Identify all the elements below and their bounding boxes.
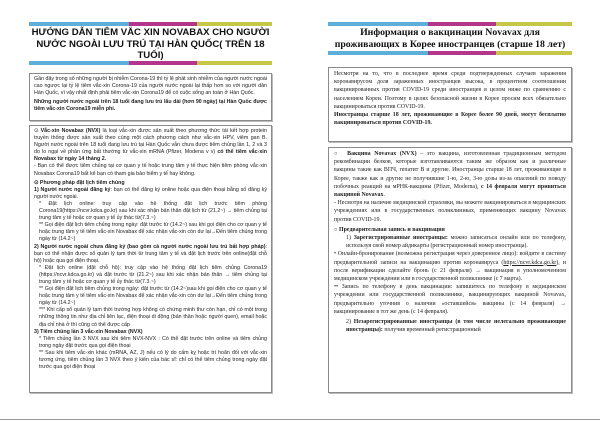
vaccine-text: là loại vắc-xin được sản xuất theo phương thức tái kết hợp protein truyền thống được sản xuất theo cùng một cách phương cách như vắc-xin HPV, viêm gan B. Người nước ngoài trên 18 tuổi đang lưu trú tại Hàn Quốc vẫn chưa được tiêm chủng lần 1, 2 và 3 do lo ngại về phản ứng bất thường từ vắc-xin mRNA (Pfizer, Modena v v) [34,128,267,156]
intro-bold: Иностранцы старше 18 лет, проживающие в Корее более 90 дней, могут бесплатно вакцинироваться против COVID-19. [334,112,566,127]
s1-number: 1) [346,235,351,242]
page-divider [0,419,600,420]
s3-b: ** Sau khi tiêm vắc-xin khác (mRNA, AZ, J) nếu có lý do cấm kỵ hoặc trì hoãn đối với vắc-xin tương ứng, tiêm chủng lần 3 NVX theo ý kiến của bác sĩ: chỉ có thể tiêm chủng trong ngày đặt trước qua gọi điện thoại [39,349,267,371]
s1-phone: ** Gọi điện đặt lịch tiêm chủng trong ngày: đặt trước từ (14.2~) sau khi gọi điện cho cơ quan y tế hoặc trung tâm y tế tiêm vắc-xin Novabax để xác nhận vắc-xin còn dư lại→Đến tiêm chủng trong ngày từ (14.2~) [39,222,267,243]
page-title: HƯỚNG DẪN TIÊM VẮC XIN NOVABAX CHO NGƯỜI NƯỚC NGOÀI LƯU TRÚ TẠI HÀN QUỐC( TRÊN 18 TUỔI) [31,27,270,61]
intro-box [328,67,572,142]
registration-link[interactable]: https://ncvr.kdca.go.kr [503,259,557,266]
russian-page [300,0,600,420]
vaccine-date: có thể tiêm vắc-xin Novabax từ ngày 14 tháng 2. [34,149,267,163]
vaccine-name: Vắc-xin Novabax (NVX) [40,128,101,134]
vietnamese-page [0,0,300,420]
s2-title: 2) Người nước ngoài chưa đăng ký (bao gồm cả người nước ngoài lưu trú bất hợp pháp) [34,243,266,250]
main-box: ○ Вакцина Novavax (NVX) – это вакцина, изготовленная традиционным методом рекомбинации белков, которые изготавливаются таким же образом как и различные вакцины такие как ВПЧ, гепатит B и другие. Иностранцы старше 18 лет, проживающие в Корее, также как и другие не получившие 1-ю, 2-ю, 3-ю дозы из-за опасений по поводу побочных реакций на мРНК-вакцины (Pfizer, Moderna), с 14 февраля могут привиться вакциной Novavax. - Несмотря на наличие медицинской страховки, вы можете вакцинироваться в медицинских учреждениях или в государственных поликлиниках, применяющих вакцину Novavax против COVID-19. ○ Предварительная запись и вакцинация 1) Зарегистрированные иностранцы: можно записаться онлайн или по телефону, используя свой номер айдикарты (регистрационный номер иностранца). • Онлайн-бронирование (возможна регистрация через доверенное лицо): войдите в систему предварительной записи на вакцинацию против коронавируса (https://ncvr.kdca.go.kr), и после верификации сделайте бронь (с 21 февраля) → вакцинация в уполномоченном медицинском учреждении или в государственной поликлинике (с 7 марта). •• Запись по телефону в день вакцинации: запишитесь по телефону в медицинском учреждении или государственной поликлинике, вакцинирующих вакциной Novavax, предварительно уточнив о наличии «оставшейся» вакцины (с 14 февраля) → вакцинирование в тот же день (с 14 февраля). 2) Незарегистрированные иностранцы (в том числе нелегально проживающие иностранцы): получив временный регистрационный [328,147,572,393]
s2-online: * Đặt lịch online (đặt chỗ hộ): truy cập vào hệ thống đặt lịch tiêm chủng Corona19 (https://ncvr.kdca.go.kr) và đặt trước từ (21.2~) sau khi xác nhận bản thân → tiêm chủng tại trung tâm y tế hoặc cơ quan y tế ủy thác từ(7.3.~) [39,264,267,285]
s2-phone: ** Gọi điện đặt lịch tiêm chủng trong ngày: đặt trước từ (14.2~)sau khi gọi điện cho cơ quan y tế hoặc trung tâm y tế tiêm vắc-xin Novabax để xác nhận vắc-xin còn dư lại→Đến tiêm chủng trong ngày từ (14.2~) [39,286,267,307]
s2-number: 2) [346,319,351,326]
s1-title: 1) Người nước ngoài đăng ký [34,186,111,193]
insurance-note: - Bạn có thể được tiêm chủng tại cơ quan y tế hoặc trung tâm y tế thực hiện tiêm phòng vắc-xin Novabax Corona19 bất kể bạn có tham gia bảo hiểm y tế hay không. [34,163,267,177]
color-bar-top [29,22,272,26]
s1-text: можно записаться онлайн или по телефону, используя свой номер айдикарты (регистрационный номер иностранца). [346,235,566,250]
s3-title: 3) Tiêm chủng lần 3 vắc-xin Novabax (NVX) [34,328,143,335]
bullet-icon: ○ [334,151,340,157]
intro-box [29,73,272,121]
intro-bold: Những người nước ngoài trên 18 tuổi đang lưu trú lâu dài (hơn 90 ngày) tại Hàn Quốc được tiêm vắc-xin Corona19 miễn phí. [34,99,267,113]
bullet-icon: ○ [334,226,338,233]
insurance-note: - Несмотря на наличие медицинской страховки, вы можете вакцинироваться в медицинских учреждениях или в государственных поликлиниках, применяющих вакцину Novavax против COVID-19. [334,200,566,223]
s2-text: получив временный регистрационный [382,327,481,334]
vaccine-name: Вакцина Novavax (NVX) [347,151,417,157]
s2-title: Незарегистрированные иностранцы (в том числе нелегально проживающие иностранцы): [346,319,566,334]
vaccine-text: – это вакцина, изготовленная традиционным методом рекомбинации белков, которые изготавливаются таким же образом как и различные вакцины такие как ВПЧ, гепатит B и другие. Иностранцы старше 18 лет, проживающие в Корее, также как и другие не получившие 1-ю, 2-ю, 3-ю дозы из-за опасений по поводу побочных реакций на мРНК-вакцины (Pfizer, Moderna), [334,151,567,190]
main-box [29,125,272,393]
method-title: ⊙ Phương pháp đặt lịch tiêm chủng [34,179,125,186]
s1-text: : bạn có thể đăng ký online hoặc qua điện thoại bằng số đăng ký người nước ngoài. [34,186,268,200]
vaccine-date: с 14 февраля могут привиться вакциной Novavax [334,183,566,199]
s1-phone: •• Запись по телефону в день вакцинации: запишитесь по телефону в медицинском учреждении или государственной поликлинике, вакцинирующих вакциной Novavax, предварительно уточнив о наличии «оставшейся» вакцины (с 14 февраля) → вакцинирование в тот же день (с 14 февраля). [334,284,566,315]
s1-title: Зарегистрированные иностранцы: [353,235,448,242]
s1-online: • Онлайн-бронирование (возможна регистрация через доверенное лицо): войдите в систему предварительной записи на вакцинацию против коронавируса ( [334,251,566,266]
page-title: Информация о вакцинации Novavax для проживающих в Корее иностранцев (старше 18 лет) [334,27,566,50]
color-bar-bottom [29,61,272,65]
intro-text: Gần đây trong số những người bị nhiễm Corona-19 thì tỷ lệ phát sinh nhiễm của người nước ngoài cao ngược lại tỷ lệ tiêm vắc-xin Corona-19 của người nước ngoài lại thấp hơn so với người dân Hàn Quốc, vì vậy nhất định phải tiêm vắc-xin Corona19 để có cuộc sống an toàn ở Hàn Quốc. [34,76,267,97]
s1-online: * Đặt lịch online: truy cập vào hệ thống đặt lịch trước tiêm phòng Corona19(https://ncvr.kdca.go.kr) sau khi xác nhận bản thân đặt lịch từ (21.2~) → tiêm chủng tại trung tâm y tế hoặc cơ quan y tế ủy thác từ(7.3.~) [39,200,267,222]
color-bar-bottom [328,51,572,55]
method-title: Предварительная запись и вакцинация [339,226,445,233]
s1-online-end: ), и после верификации сделайте бронь (с 21 февраля) → вакцинация в уполномоченном медицинском учреждении или в государственной поликлинике (с 7 марта). [334,259,566,283]
color-bar-top [328,22,572,26]
s2-text: : bạn có thể nhận được sổ quản lý tạm thời từ trung tâm y tế và đặt lịch trước trên online(đặt chỗ hộ) hoặc qua gọi điện thoại. [34,243,267,264]
s3-a: * Tiêm chủng lần 3 NVX sau khi tiêm NVX-NVX : Có thể đặt trước trên online và tiêm chủng trong ngày đặt trước qua gọi điện thoại [39,335,267,349]
bullet-icon: ⊙ [34,128,39,134]
intro-text: Несмотря на то, что в последнее время среди подтвержденных случаев заражения коронавирусом доля зараженных иностранцев высока, в процентном соотношении вакцинированных против COVID-19 среди иностранцев в целом ниже по сравнению с населением Кореи. Поэтому в целях безопасной жизни в Корее просим всех обязательно вакцинироваться против COVID-19. [334,71,566,110]
s2-note: *** Khi cấp sổ quản lý tạm thời trường hợp không có chứng minh thư còn hạn, chỉ có một trong những thông tin như địa chỉ liên lạc, điện thoại di động (bản thân hoặc người quen), email hoặc địa chỉ nhà ở thì cũng có thể được cấp [39,307,267,328]
